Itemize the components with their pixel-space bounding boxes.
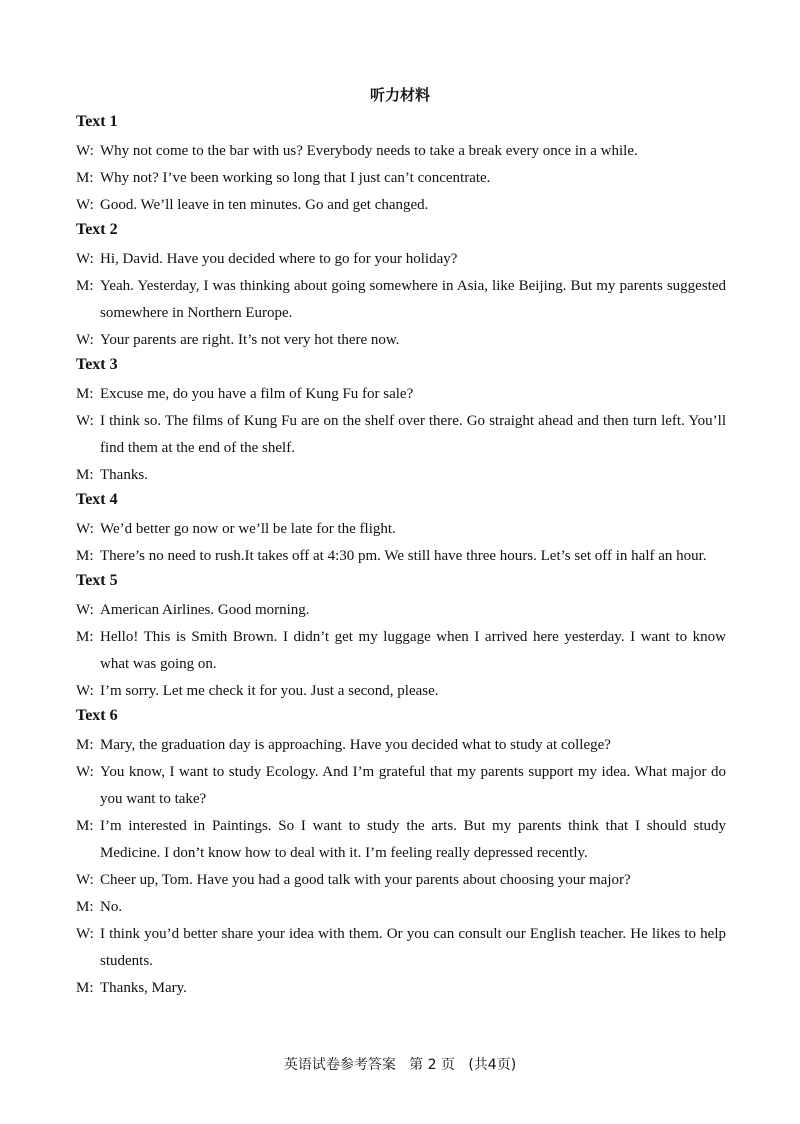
speaker-label: M: [76,737,94,753]
dialogue-line [76,894,726,921]
dialogue-line [76,408,726,462]
dialogue-text: You know, I want to study Ecology. And I’m grateful that my parents support my idea. What major do you want to take? [100,764,726,807]
dialogue-text: Thanks. [100,467,148,483]
speaker-label: W: [76,413,94,429]
dialogue-line [76,759,726,813]
dialogue-line [76,624,726,678]
dialogue-text: Yeah. Yesterday, I was thinking about going somewhere in Asia, like Beijing. But my parents suggested somewhere in Northern Europe. [100,278,726,321]
section-heading: Text 3 [76,356,118,373]
dialogue-line [76,813,726,867]
dialogue-text: I’m interested in Paintings. So I want to study the arts. But my parents think that I should study Medicine. I don’t know how to deal with it. I’m feeling really depressed recently. [100,818,726,861]
speaker-label: M: [76,818,94,834]
section-heading: Text 5 [76,572,118,589]
dialogue-text: Your parents are right. It’s not very hot there now. [100,332,400,348]
speaker-label: M: [76,899,94,915]
dialogue-line [76,246,726,273]
speaker-label: M: [76,629,94,645]
speaker-label: M: [76,980,94,996]
speaker-label: W: [76,143,94,159]
section-heading: Text 2 [76,221,118,238]
dialogue-line [76,732,726,759]
dialogue-text: I’m sorry. Let me check it for you. Just a second, please. [100,683,439,699]
dialogue-text: Good. We’ll leave in ten minutes. Go and get changed. [100,197,429,213]
speaker-label: W: [76,683,94,699]
dialogue-line [76,327,726,354]
dialogue-line [76,165,726,192]
dialogue-text: Hi, David. Have you decided where to go for your holiday? [100,251,458,267]
dialogue-line [76,273,726,327]
dialogue-line [76,921,726,975]
speaker-label: M: [76,548,94,564]
speaker-label: W: [76,926,94,942]
speaker-label: W: [76,197,94,213]
speaker-label: M: [76,170,94,186]
dialogue-text: Cheer up, Tom. Have you had a good talk with your parents about choosing your major? [100,872,631,888]
speaker-label: M: [76,467,94,483]
section-heading: Text 4 [76,491,118,508]
dialogue-text: American Airlines. Good morning. [100,602,310,618]
dialogue-text: Excuse me, do you have a film of Kung Fu for sale? [100,386,414,402]
dialogue-text: I think so. The films of Kung Fu are on the shelf over there. Go straight ahead and then turn left. You’ll find them at the end of the shelf. [100,413,726,456]
dialogue-text: Why not? I’ve been working so long that I just can’t concentrate. [100,170,491,186]
dialogue-line [76,543,726,570]
dialogue-line [76,138,726,165]
dialogue-line [76,381,726,408]
dialogue-text: Thanks, Mary. [100,980,187,996]
dialogue-line [76,975,726,1002]
speaker-label: W: [76,764,94,780]
speaker-label: W: [76,521,94,537]
dialogue-line [76,462,726,489]
transcript-body [76,111,726,1002]
speaker-label: M: [76,386,94,402]
dialogue-text: There’s no need to rush.It takes off at 4:30 pm. We still have three hours. Let’s set off in half an hour. [100,548,707,564]
speaker-label: W: [76,251,94,267]
dialogue-text: No. [100,899,123,915]
dialogue-line [76,597,726,624]
dialogue-line [76,516,726,543]
section-heading: Text 6 [76,707,118,724]
page-footer: 英语试卷参考答案 第 2 页 (共4页) [283,1057,517,1073]
speaker-label: W: [76,332,94,348]
dialogue-text: Why not come to the bar with us? Everybody needs to take a break every once in a while. [100,143,638,159]
dialogue-text: Mary, the graduation day is approaching. Have you decided what to study at college? [100,737,611,753]
page-title: 听力材料 [369,86,430,104]
dialogue-text: I think you’d better share your idea with them. Or you can consult our English teacher. He likes to help students. [100,926,726,969]
speaker-label: M: [76,278,94,294]
dialogue-text: We’d better go now or we’ll be late for the flight. [100,521,396,537]
dialogue-line [76,867,726,894]
speaker-label: W: [76,602,94,618]
dialogue-line [76,678,726,705]
dialogue-text: Hello! This is Smith Brown. I didn’t get my luggage when I arrived here yesterday. I want to know what was going on. [100,629,726,672]
section-heading: Text 1 [76,113,118,130]
dialogue-line [76,192,726,219]
speaker-label: W: [76,872,94,888]
